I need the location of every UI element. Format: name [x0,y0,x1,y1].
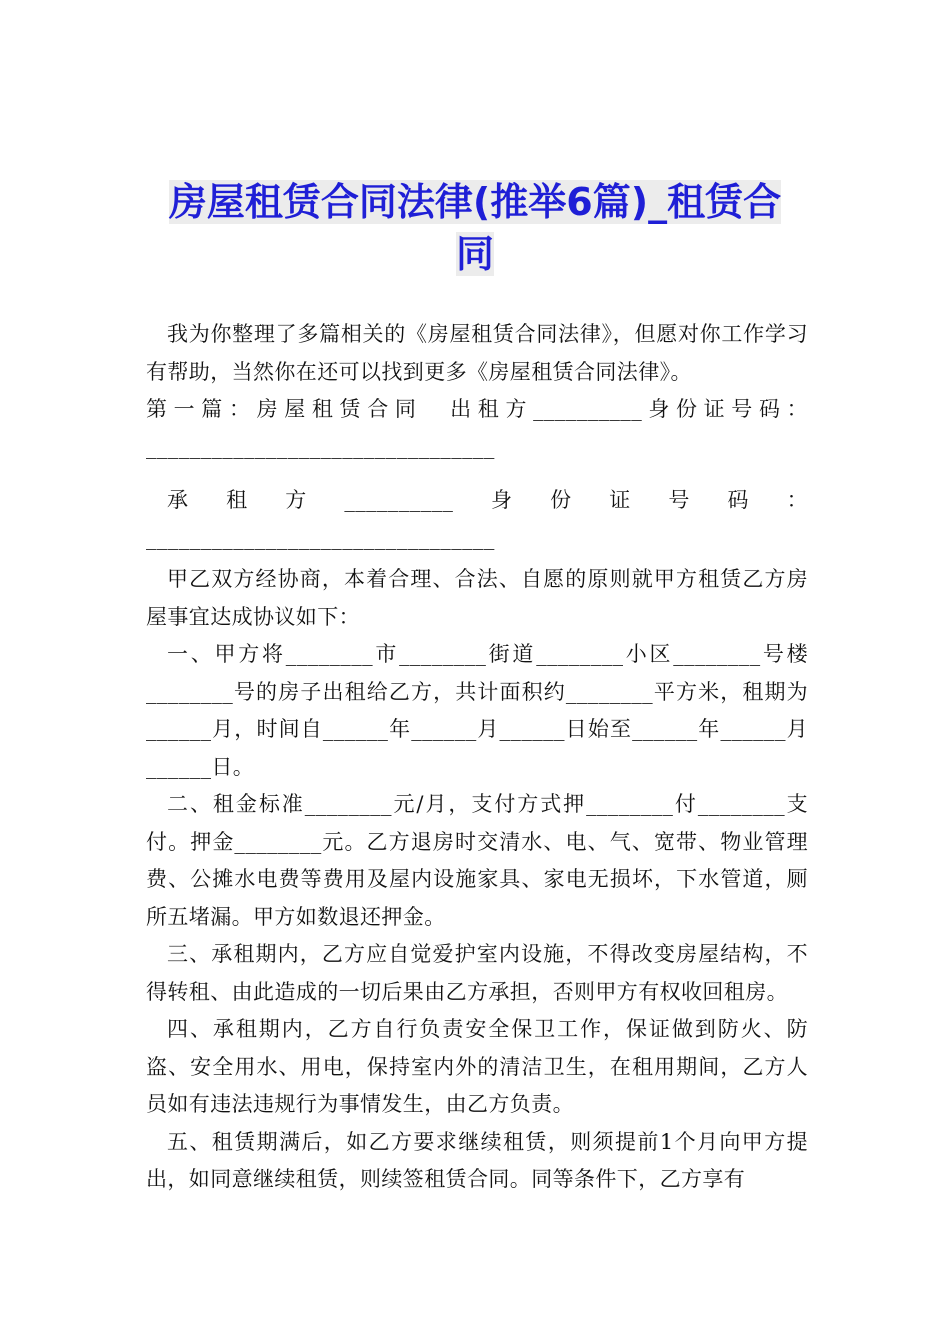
tenant-paragraph: 承租方__________身份证号码：________________________________ [146,488,808,550]
document-body [146,316,808,1199]
document-title-text: 房屋租赁合同法律(推举6篇)_租赁合同 [168,180,782,276]
section-heading-paragraph: 第一篇：房屋租赁合同 出租方__________身份证号码：________________________________ [146,397,808,459]
clause-5-paragraph: 五、租赁期满后，如乙方要求继续租赁，则须提前1个月向甲方提出，如同意继续租赁，则续签租赁合同。同等条件下，乙方享有 [146,1129,808,1191]
clause-2-paragraph: 二、租金标准________元/月，支付方式押________付________支付。押金________元。乙方退房时交清水、电、气、宽带、物业管理费、公摊水电费等费用及屋内设施家具、家电无损坏，下水管道，厕所五堵漏。甲方如数退还押金。 [146,792,808,929]
intro-paragraph: 我为你整理了多篇相关的《房屋租赁合同法律》，但愿对你工作学习有帮助，当然你在还可以找到更多《房屋租赁合同法律》。 [146,322,808,384]
document-title [150,176,800,280]
clause-3-paragraph: 三、承租期内，乙方应自觉爱护室内设施，不得改变房屋结构，不得转租、由此造成的一切后果由乙方承担，否则甲方有权收回租房。 [146,942,808,1004]
clause-1-paragraph: 一、甲方将________市________街道________小区________号楼________号的房子出租给乙方，共计面积约________平方米，租期为______月，时间自______年______月______日始至______年______月______日。 [146,642,808,779]
agreement-paragraph: 甲乙双方经协商，本着合理、合法、自愿的原则就甲方租赁乙方房屋事宜达成协议如下： [146,567,808,629]
clause-4-paragraph: 四、承租期内，乙方自行负责安全保卫工作，保证做到防火、防盗、安全用水、用电，保持室内外的清洁卫生，在租用期间，乙方人员如有违法违规行为事情发生，由乙方负责。 [146,1017,808,1116]
